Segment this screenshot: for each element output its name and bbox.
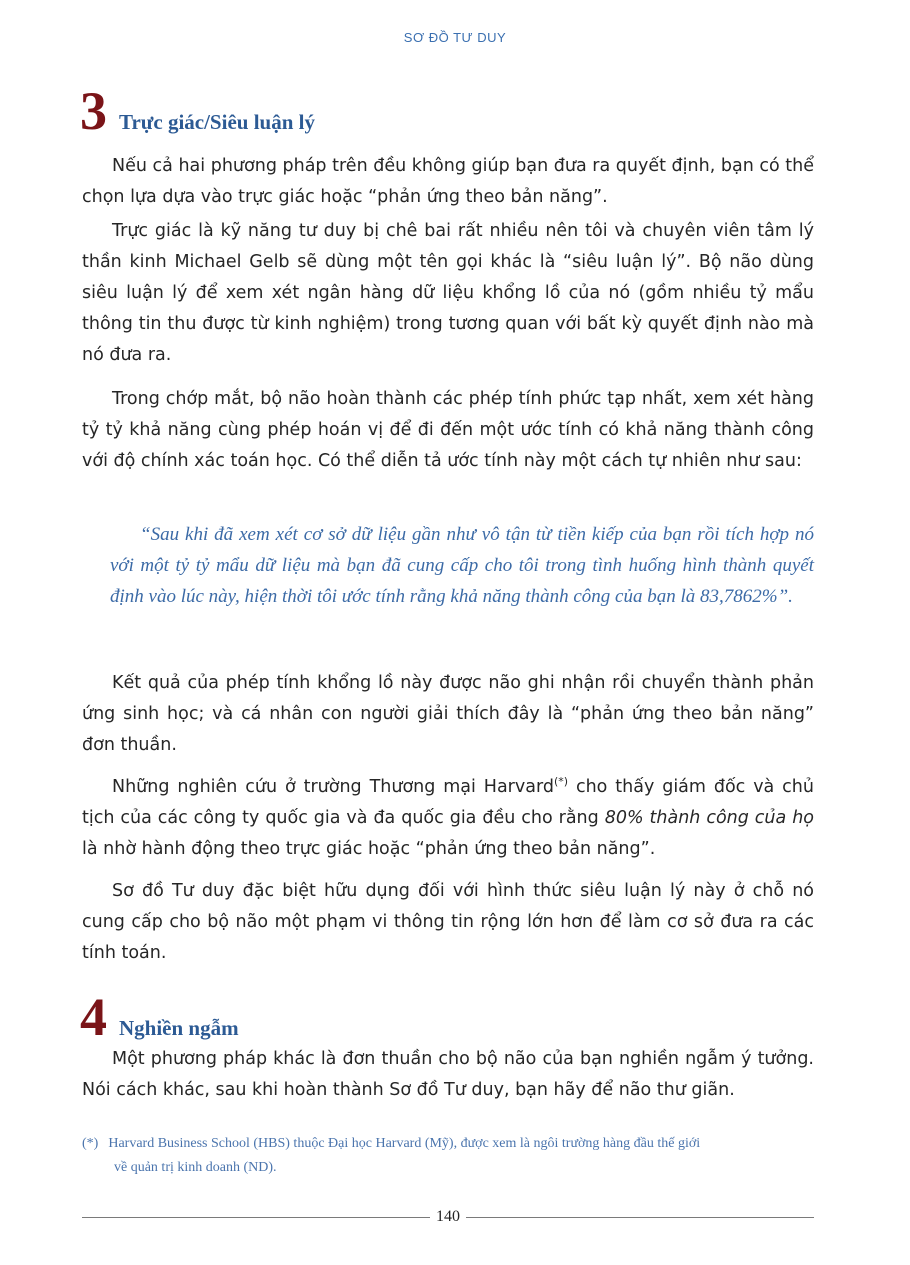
paragraph: Một phương pháp khác là đơn thuần cho bộ não của bạn nghiền ngẫm ý tưởng. Nói cách khác, sau khi hoàn thành Sơ đồ Tư duy, bạn hãy để não thư giãn. xyxy=(82,1049,814,1100)
page-number: 140 xyxy=(436,1208,460,1225)
section-heading-3 xyxy=(80,81,315,141)
section-title: Trực giác/Siêu luận lý xyxy=(119,110,315,134)
section-title: Nghiền ngẫm xyxy=(119,1016,239,1040)
paragraph xyxy=(82,766,814,865)
footnote xyxy=(82,1132,814,1180)
paragraph: Trong chớp mắt, bộ não hoàn thành các phép tính phức tạp nhất, xem xét hàng tỷ tỷ khả năng cùng phép hoán vị để đi đến một ước tính có khả năng thành công với độ chính xác toán học. Có thể diễn tả ước tính này một cách tự nhiên như sau: xyxy=(82,389,814,471)
footnote-mark: (*) xyxy=(82,1136,99,1151)
paragraph-text: Những nghiên cứu ở trường Thương mại Harvard xyxy=(112,776,554,797)
paragraph-text: cho thấy giám đốc và chủ tịch của các công ty quốc gia và đa quốc gia đều cho rằng xyxy=(82,776,814,828)
paragraph: Nếu cả hai phương pháp trên đều không giúp bạn đưa ra quyết định, bạn có thể chọn lựa dựa vào trực giác hoặc “phản ứng theo bản năng”. xyxy=(82,156,814,207)
footnote-line: Harvard Business School (HBS) thuộc Đại học Harvard (Mỹ), được xem là ngôi trường hàng đầu thế giới xyxy=(108,1136,701,1151)
section-number: 3 xyxy=(80,81,107,141)
section-number: 4 xyxy=(80,987,107,1047)
block-quote: “Sau khi đã xem xét cơ sở dữ liệu gần như vô tận từ tiền kiếp của bạn rồi tích hợp nó với một tỷ tỷ mẩu dữ liệu mà bạn đã cung cấp cho tôi trong tình huống hình thành quyết định vào lúc này, hiện thời tôi ước tính rằng khả năng thành công của bạn là 83,7862%”. xyxy=(110,524,814,607)
paragraph: Kết quả của phép tính khổng lồ này được não ghi nhận rồi chuyển thành phản ứng sinh học; và cá nhân con người giải thích đây là “phản ứng theo bản năng” đơn thuần. xyxy=(82,673,814,755)
page-footer xyxy=(82,1208,814,1226)
footnote-reference: (*) xyxy=(553,775,569,788)
footer-rule xyxy=(466,1217,814,1218)
running-head: SƠ ĐỒ TƯ DUY xyxy=(403,30,507,45)
emphasis-text: 80% thành công của họ xyxy=(604,807,814,828)
paragraph: Trực giác là kỹ năng tư duy bị chê bai rất nhiều nên tôi và chuyên viên tâm lý thần kinh Michael Gelb sẽ dùng một tên gọi khác là “siêu luận lý”. Bộ não dùng siêu luận lý để xem xét ngân hàng dữ liệu khổng lồ của nó (gồm nhiều tỷ mẩu thông tin thu được từ kinh nghiệm) trong tương quan với bất kỳ quyết định nào mà nó đưa ra. xyxy=(82,221,814,365)
section-heading-4 xyxy=(80,987,239,1047)
paragraph-text: là nhờ hành động theo trực giác hoặc “phản ứng theo bản năng”. xyxy=(82,838,656,859)
footer-rule xyxy=(82,1217,430,1218)
footnote-line: về quản trị kinh doanh (ND). xyxy=(114,1160,277,1175)
paragraph: Sơ đồ Tư duy đặc biệt hữu dụng đối với hình thức siêu luận lý này ở chỗ nó cung cấp cho bộ não một phạm vi thông tin rộng lớn hơn để làm cơ sở đưa ra các tính toán. xyxy=(82,881,814,963)
